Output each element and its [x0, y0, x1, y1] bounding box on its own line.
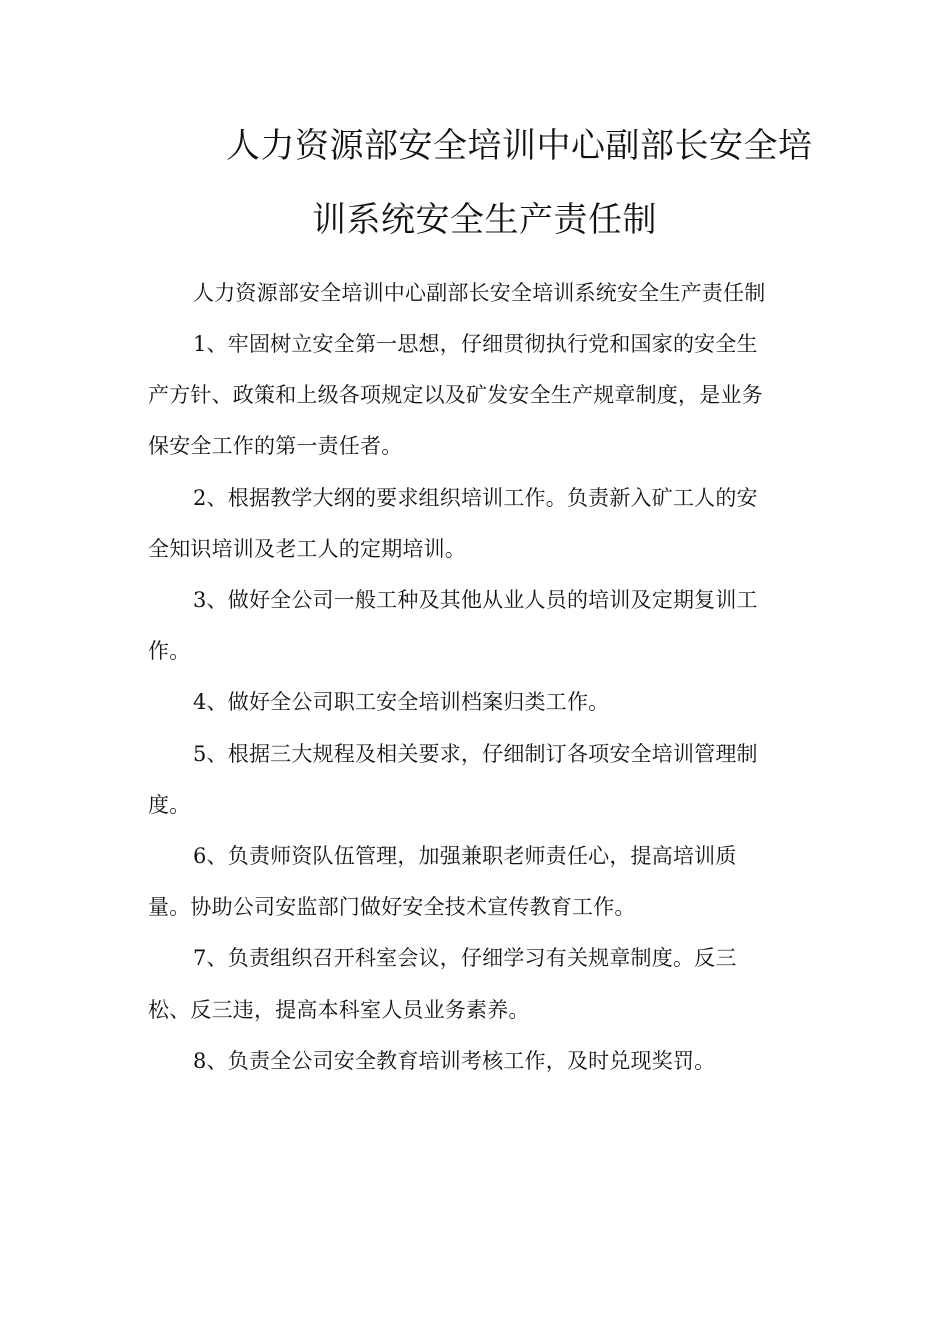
item-7-line-1: 7、负责组织召开科室会议，仔细学习有关规章制度。反三	[193, 946, 737, 970]
item-8-line-1: 8、负责全公司安全教育培训考核工作，及时兑现奖罚。	[193, 1049, 716, 1073]
item-2-line-1: 2、根据教学大纲的要求组织培训工作。负责新入矿工人的安	[193, 486, 758, 510]
body-heading: 人力资源部安全培训中心副部长安全培训系统安全生产责任制	[193, 281, 766, 305]
item-3-line-1: 3、做好全公司一般工种及其他从业人员的培训及定期复训工	[193, 588, 758, 612]
item-3-line-2: 作。	[148, 639, 191, 663]
item-4-line-1: 4、做好全公司职工安全培训档案归类工作。	[193, 690, 610, 714]
document-title-line-2: 训系统安全生产责任制	[312, 200, 657, 240]
item-5-line-1: 5、根据三大规程及相关要求，仔细制订各项安全培训管理制	[193, 742, 758, 766]
item-5-line-2: 度。	[148, 793, 191, 817]
item-6-line-2: 量。协助公司安监部门做好安全技术宣传教育工作。	[148, 895, 636, 919]
item-7-line-2: 松、反三违，提高本科室人员业务素养。	[148, 998, 530, 1022]
item-1-line-2: 产方针、政策和上级各项规定以及矿发安全生产规章制度，是业务	[148, 383, 763, 407]
item-1-line-1: 1、牢固树立安全第一思想，仔细贯彻执行党和国家的安全生	[193, 332, 758, 356]
document-title-line-1: 人力资源部安全培训中心副部长安全培	[226, 126, 813, 166]
item-6-line-1: 6、负责师资队伍管理，加强兼职老师责任心，提高培训质	[193, 844, 737, 868]
item-1-line-3: 保安全工作的第一责任者。	[148, 434, 403, 458]
item-2-line-2: 全知识培训及老工人的定期培训。	[148, 537, 466, 561]
